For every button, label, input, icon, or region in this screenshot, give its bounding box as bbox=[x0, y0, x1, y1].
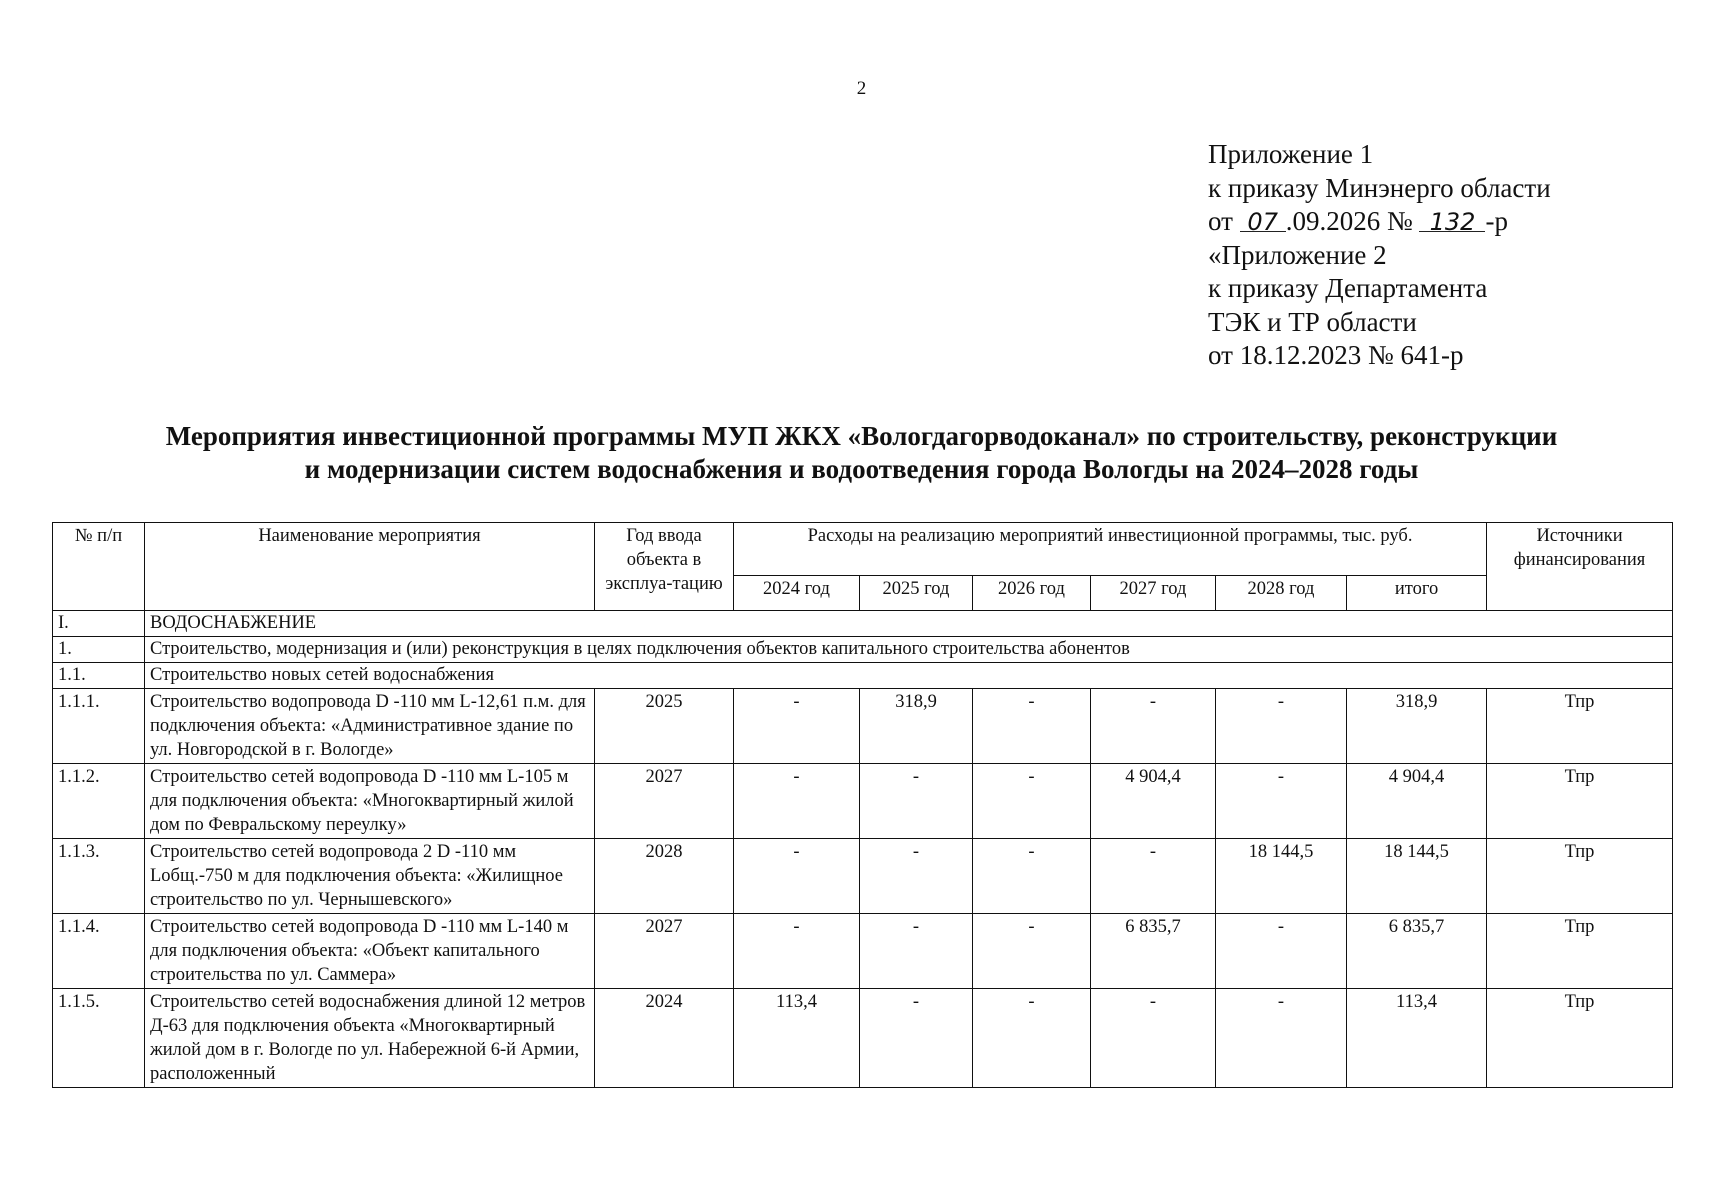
row-2027: - bbox=[1091, 689, 1216, 764]
section-row bbox=[53, 611, 1673, 637]
row-2025: - bbox=[860, 764, 973, 839]
row-2026: - bbox=[973, 914, 1091, 989]
row-2026: - bbox=[973, 689, 1091, 764]
row-num: 1.1.5. bbox=[53, 989, 145, 1088]
row-2027: 4 904,4 bbox=[1091, 764, 1216, 839]
appendix-line-1: Приложение 1 bbox=[1208, 139, 1374, 169]
appendix-block bbox=[1208, 138, 1551, 373]
row-total: 6 835,7 bbox=[1347, 914, 1487, 989]
table-row bbox=[53, 689, 1673, 764]
header-expenses: Расходы на реализацию мероприятий инвестиционной программы, тыс. руб. bbox=[734, 523, 1487, 576]
row-2026: - bbox=[973, 989, 1091, 1088]
row-name: Строительство сетей водопровода D -110 мм L-140 м для подключения объекта: «Объект капитального строительства по ул. Саммера» bbox=[145, 914, 595, 989]
row-name: Строительство сетей водоснабжения длиной 12 метров Д-63 для подключения объекта «Многоквартирный жилой дом в г. Вологде по ул. Набережной 6-й Армии, расположенный bbox=[145, 989, 595, 1088]
appendix-line-6: ТЭК и ТР области bbox=[1208, 306, 1417, 337]
row-2024: - bbox=[734, 839, 860, 914]
row-2027: - bbox=[1091, 839, 1216, 914]
row-2025: - bbox=[860, 839, 973, 914]
appendix-line-2: к приказу Минэнерго области bbox=[1208, 172, 1551, 203]
row-2024: - bbox=[734, 689, 860, 764]
header-name: Наименование мероприятия bbox=[145, 523, 595, 611]
row-year: 2027 bbox=[595, 914, 734, 989]
appendix-line-4: «Приложение 2 bbox=[1208, 239, 1387, 270]
row-2025: - bbox=[860, 914, 973, 989]
table-row bbox=[53, 764, 1673, 839]
page-number: 2 bbox=[856, 78, 867, 99]
section-title: ВОДОСНАБЖЕНИЕ bbox=[145, 611, 1673, 637]
row-name: Строительство сетей водопровода 2 D -110 мм Lобщ.-750 м для подключения объекта: «Жилищное строительство по ул. Чернышевского» bbox=[145, 839, 595, 914]
investment-program-table bbox=[52, 522, 1673, 1088]
header-year-2028: 2028 год bbox=[1216, 576, 1347, 611]
row-name: Строительство сетей водопровода D -110 мм L-105 м для подключения объекта: «Многоквартирный жилой дом по Февральскому переулку» bbox=[145, 764, 595, 839]
row-year: 2024 bbox=[595, 989, 734, 1088]
appendix-number-suffix: -р bbox=[1485, 206, 1508, 236]
appendix-line-7: от 18.12.2023 № 641-р bbox=[1208, 340, 1464, 370]
row-2028: - bbox=[1216, 914, 1347, 989]
row-2028: 18 144,5 bbox=[1216, 839, 1347, 914]
row-num: 1.1.4. bbox=[53, 914, 145, 989]
document-title bbox=[0, 420, 1723, 486]
row-total: 18 144,5 bbox=[1347, 839, 1487, 914]
appendix-date-prefix: от bbox=[1208, 206, 1240, 236]
row-2026: - bbox=[973, 839, 1091, 914]
row-source: Тпр bbox=[1487, 839, 1673, 914]
row-total: 318,9 bbox=[1347, 689, 1487, 764]
header-commission-year: Год ввода объекта в эксплуа-тацию bbox=[595, 523, 734, 611]
row-source: Тпр bbox=[1487, 914, 1673, 989]
row-2027: - bbox=[1091, 989, 1216, 1088]
row-year: 2028 bbox=[595, 839, 734, 914]
appendix-line-3 bbox=[1208, 205, 1551, 239]
section-num: 1.1. bbox=[53, 663, 145, 689]
row-2024: 113,4 bbox=[734, 989, 860, 1088]
row-2026: - bbox=[973, 764, 1091, 839]
row-2027: 6 835,7 bbox=[1091, 914, 1216, 989]
row-2028: - bbox=[1216, 689, 1347, 764]
row-2028: - bbox=[1216, 764, 1347, 839]
header-year-2025: 2025 год bbox=[860, 576, 973, 611]
header-year-2027: 2027 год bbox=[1091, 576, 1216, 611]
row-2028: - bbox=[1216, 989, 1347, 1088]
table-row bbox=[53, 914, 1673, 989]
row-2024: - bbox=[734, 914, 860, 989]
document-title-line-2: и модернизации систем водоснабжения и водоотведения города Вологды на 2024–2028 годы bbox=[304, 454, 1419, 484]
row-total: 113,4 bbox=[1347, 989, 1487, 1088]
section-title: Строительство новых сетей водоснабжения bbox=[145, 663, 1673, 689]
header-num: № п/п bbox=[53, 523, 145, 611]
appendix-date-middle: .09.2026 № bbox=[1285, 206, 1420, 236]
table-header-row bbox=[53, 523, 1673, 576]
row-source: Тпр bbox=[1487, 764, 1673, 839]
header-year-2026: 2026 год bbox=[973, 576, 1091, 611]
row-2024: - bbox=[734, 764, 860, 839]
section-num: 1. bbox=[53, 637, 145, 663]
section-row bbox=[53, 637, 1673, 663]
row-2025: - bbox=[860, 989, 973, 1088]
row-year: 2025 bbox=[595, 689, 734, 764]
table-row bbox=[53, 839, 1673, 914]
row-num: 1.1.1. bbox=[53, 689, 145, 764]
row-num: 1.1.3. bbox=[53, 839, 145, 914]
section-title: Строительство, модернизация и (или) реконструкция в целях подключения объектов капитального строительства абонентов bbox=[145, 637, 1673, 663]
handwritten-order-number: 132 bbox=[1419, 209, 1485, 235]
row-source: Тпр bbox=[1487, 689, 1673, 764]
section-row bbox=[53, 663, 1673, 689]
row-source: Тпр bbox=[1487, 989, 1673, 1088]
row-year: 2027 bbox=[595, 764, 734, 839]
header-year-2024: 2024 год bbox=[734, 576, 860, 611]
document-title-line-1: Мероприятия инвестиционной программы МУП ЖКХ «Вологдагорводоканал» по строительству, реконструкции bbox=[165, 421, 1558, 451]
row-total: 4 904,4 bbox=[1347, 764, 1487, 839]
row-num: 1.1.2. bbox=[53, 764, 145, 839]
appendix-line-5: к приказу Департамента bbox=[1208, 273, 1488, 303]
row-name: Строительство водопровода D -110 мм L-12,61 п.м. для подключения объекта: «Административное здание по ул. Новгородской в г. Вологде» bbox=[145, 689, 595, 764]
row-2025: 318,9 bbox=[860, 689, 973, 764]
header-total: итого bbox=[1347, 576, 1487, 611]
section-num: I. bbox=[53, 611, 145, 637]
table-row bbox=[53, 989, 1673, 1088]
header-funding-sources: Источники финансирования bbox=[1487, 523, 1673, 611]
handwritten-day: 07 bbox=[1240, 209, 1286, 235]
